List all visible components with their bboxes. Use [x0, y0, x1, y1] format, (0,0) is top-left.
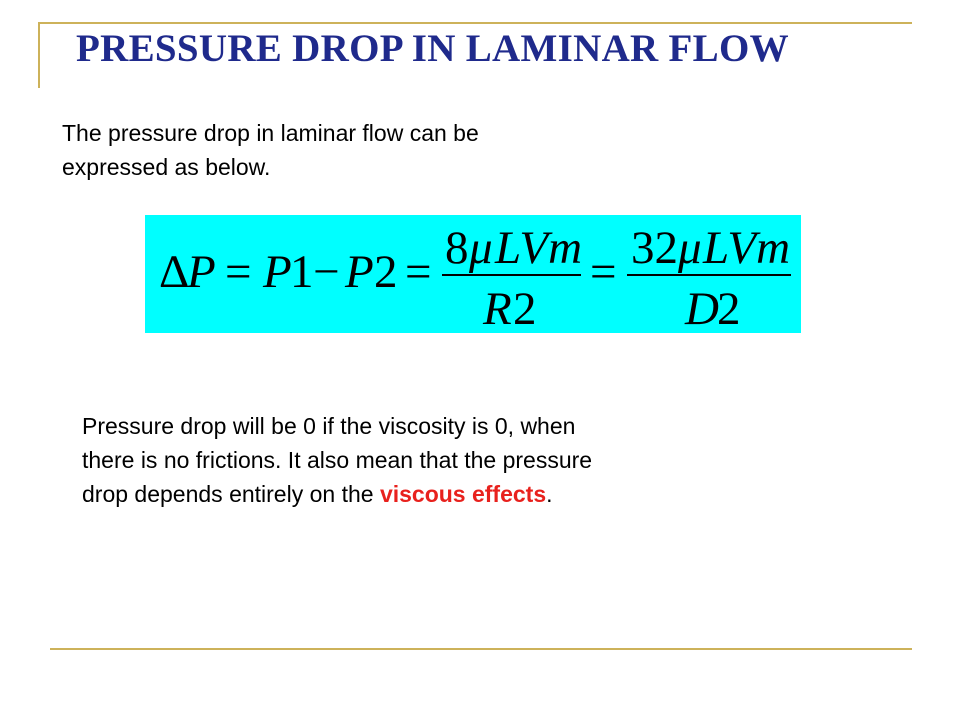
intro-line-1: The pressure drop in laminar flow can be	[62, 120, 479, 146]
explanation-line-3: drop depends entirely on the	[82, 481, 380, 507]
fraction-1-mu: μ	[469, 222, 493, 274]
fraction-1-denominator-digit: 2	[513, 283, 537, 333]
explanation-line-1: Pressure drop will be 0 if the viscosity is 0, when	[82, 413, 576, 439]
fraction-2-denominator-digit: 2	[717, 283, 741, 333]
fraction-1-numerator-vars: LVm	[495, 222, 583, 274]
slide-title: PRESSURE DROP IN LAMINAR FLOW	[76, 27, 789, 70]
intro-text	[62, 116, 662, 184]
formula-p1-letter: P	[263, 246, 292, 298]
fraction-2-numerator-vars: LVm	[703, 222, 791, 274]
formula-p2-digit: 2	[374, 246, 398, 298]
fraction-2-coefficient: 32	[631, 222, 678, 274]
formula	[145, 215, 801, 333]
top-rule	[38, 22, 912, 24]
left-rule	[38, 22, 40, 88]
formula-minus: −	[313, 246, 340, 298]
formula-p: P	[187, 246, 216, 298]
explanation-period: .	[546, 481, 553, 507]
formula-delta: Δ	[159, 246, 190, 298]
formula-equals-2: =	[405, 246, 432, 298]
fraction-2-denominator-letter: D	[685, 283, 719, 333]
fraction-1-denominator-letter: R	[483, 283, 512, 333]
formula-equals-3: =	[590, 246, 617, 298]
explanation-text	[82, 409, 802, 511]
formula-p2-letter: P	[345, 246, 374, 298]
intro-line-2: expressed as below.	[62, 154, 271, 180]
formula-equals-1: =	[225, 246, 252, 298]
explanation-line-2: there is no frictions. It also mean that the pressure	[82, 447, 593, 473]
fraction-1-coefficient: 8	[445, 222, 469, 274]
formula-box	[145, 215, 801, 333]
bottom-rule	[50, 648, 912, 650]
formula-p1-digit: 1	[290, 246, 314, 298]
fraction-2-mu: μ	[678, 222, 702, 274]
viscous-effects-highlight: viscous effects	[379, 481, 547, 507]
